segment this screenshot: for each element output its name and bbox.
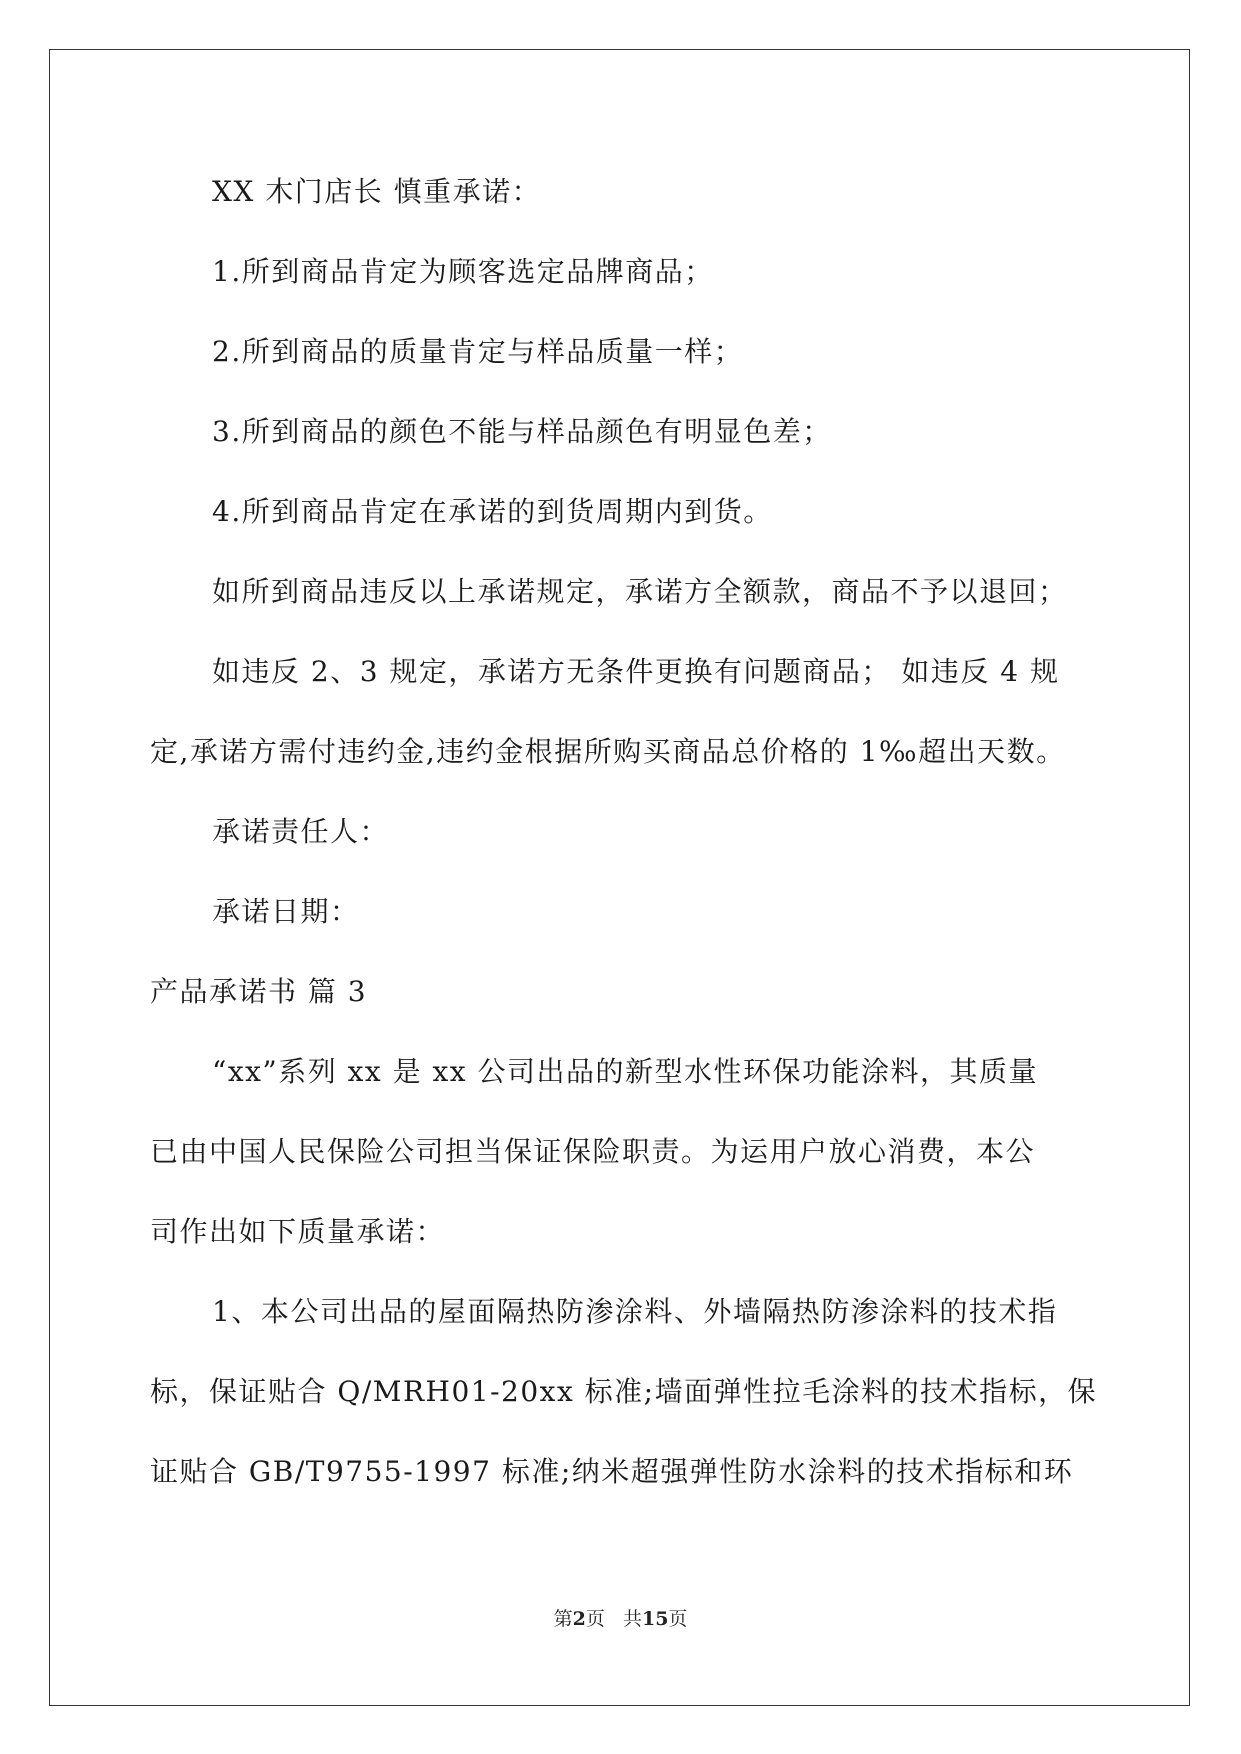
text-line: 证贴合 GB/T9755-1997 标准;纳米超强弹性防水涂料的技术指标和环 <box>150 1455 1074 1488</box>
page-suffix: 页 <box>585 1608 605 1630</box>
text-line: 2.所到商品的质量肯定与样品质量一样； <box>212 335 744 368</box>
total-pages: 15 <box>641 1608 669 1630</box>
text-line: 如违反 2、3 规定，承诺方无条件更换有问题商品； 如违反 4 规 <box>212 655 1060 688</box>
text-line: 3.所到商品的颜色不能与样品颜色有明显色差； <box>212 415 832 448</box>
text-line: XX 木门店长 慎重承诺： <box>212 175 542 208</box>
text-line: 1.所到商品肯定为顾客选定品牌商品； <box>212 255 714 288</box>
text-line: 承诺日期： <box>212 895 360 928</box>
section-heading: 产品承诺书 篇 3 <box>150 975 368 1008</box>
text-line: 标，保证贴合 Q/MRH01-20xx 标准;墙面弹性拉毛涂料的技术指标，保 <box>150 1375 1098 1408</box>
text-line: 司作出如下质量承诺： <box>150 1215 446 1248</box>
total-suffix: 页 <box>668 1608 688 1630</box>
text-line: 已由中国人民保险公司担当保证保险职责。为运用户放心消费，本公 <box>150 1135 1036 1168</box>
page-prefix: 第 <box>553 1608 573 1630</box>
text-line: 如所到商品违反以上承诺规定，承诺方全额款，商品不予以退回； <box>212 575 1068 608</box>
page-number: 2 <box>572 1608 586 1630</box>
text-line: 4.所到商品肯定在承诺的到货周期内到货。 <box>212 495 773 528</box>
text-line: 定,承诺方需付违约金,违约金根据所购买商品总价格的 1‰超出天数。 <box>150 735 1066 768</box>
total-prefix: 共 <box>622 1608 642 1630</box>
page-footer <box>0 1607 1241 1631</box>
text-line: “xx”系列 xx 是 xx 公司出品的新型水性环保功能涂料，其质量 <box>212 1055 1038 1088</box>
text-line: 1、本公司出品的屋面隔热防渗涂料、外墙隔热防渗涂料的技术指 <box>212 1295 1058 1328</box>
text-line: 承诺责任人： <box>212 815 390 848</box>
